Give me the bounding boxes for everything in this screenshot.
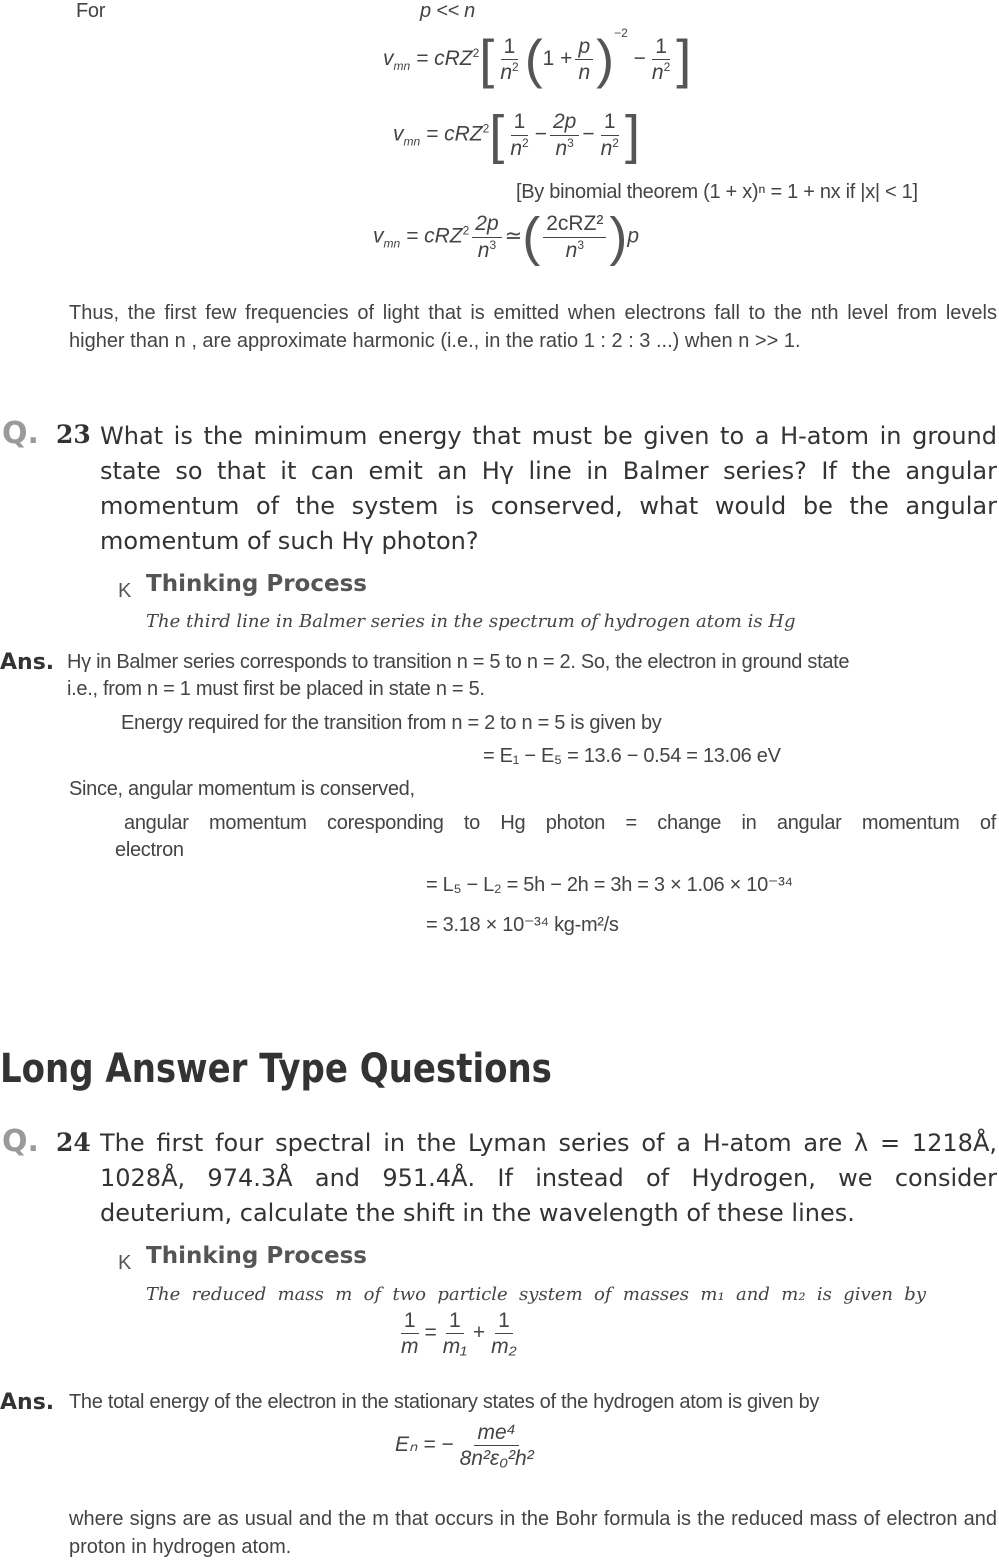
answer-label: Ans. [0, 1390, 55, 1415]
equation-3: $v_{mn} = cRZ^2$ $\frac{2p}{n^3}$ ≃( $\frac{\text{2cRZ²}}{n^3}$ )p [373, 207, 640, 267]
thinking-process-icon: K [118, 580, 132, 602]
paragraph-harmonic: Thus, the first few frequencies of light that is emitted when electrons fall to the nth level from levels higher than n , are approximate harmonic (i.e., in the ratio 1 : 2 : 3 ...) when n >> 1. [69, 302, 997, 352]
answer-equation: = 3.18 × 10⁻³⁴ kg-m²/s [426, 914, 619, 936]
for-label: For [76, 0, 106, 22]
question-number: 23 [56, 420, 91, 449]
answer-label: Ans. [0, 650, 55, 675]
equation-2: $v_{mn} = cRZ^2$[ $\frac{1}{n^2}$ − $\frac{2p}{n^3}$ − $\frac{1}{n^2}$ ] [393, 105, 640, 165]
thinking-process-title: Thinking Process [146, 571, 367, 597]
section-heading: Long Answer Type Questions [0, 1046, 552, 1092]
thinking-process-icon: K [118, 1252, 132, 1274]
question-24-text: The first four spectral in the Lyman series of a H-atom are λ = 1218Å, 1028Å, 974.3Å and 951.4Å. If instead of Hydrogen, we consider deuterium, calculate the shift in the wavelength of these lines. [100, 1129, 997, 1227]
question-number: 24 [56, 1128, 91, 1157]
question-marker: Q. [2, 1124, 39, 1159]
answer-line: i.e., from n = 1 must first be placed in state n = 5. [67, 678, 485, 700]
answer-equation: = L₅ − L₂ = 5h − 2h = 3h = 3 × 1.06 × 10⁻³⁴ [426, 874, 793, 896]
question-23-text: What is the minimum energy that must be given to a H-atom in ground state so that it can emit an Hγ line in Balmer series? If the angular momentum of the system is conserved, what would be the angular momentum of such Hγ photon? [100, 422, 997, 555]
answer-paragraph: where signs are as usual and the m that occurs in the Bohr formula is the reduced mass of electron and proton in hydrogen atom. [69, 1508, 997, 1558]
answer-line: Hγ in Balmer series corresponds to transition n = 5 to n = 2. So, the electron in ground state [67, 651, 850, 673]
thinking-process-text: The third line in Balmer series in the spectrum of hydrogen atom is Hg [146, 611, 796, 632]
question-marker: Q. [2, 416, 39, 451]
equation-1: $v_{mn} = cRZ^2$[ $\frac{1}{n^2}$ (1 + $\frac{p}{n}$ )$^{-2}$ − $\frac{1}{n^2}$ ] [383, 26, 692, 90]
answer-line: angular momentum coresponding to Hg photon = change in angular momentum of [124, 812, 996, 834]
answer-line: Energy required for the transition from n = 2 to n = 5 is given by [121, 712, 662, 734]
energy-equation: Eₙ = − $\frac{\text{me⁴}}{\text{8n²ε₀²h²}}$ [395, 1421, 534, 1471]
answer-equation: = E₁ − E₅ = 13.6 − 0.54 = 13.06 eV [483, 745, 781, 767]
condition: p << n [420, 0, 475, 22]
answer-line: electron [115, 839, 184, 861]
answer-line: The total energy of the electron in the stationary states of the hydrogen atom is given by [69, 1391, 820, 1413]
binomial-note: [By binomial theorem (1 + x)ⁿ = 1 + nx if |x| < 1] [516, 181, 918, 203]
thinking-process-title: Thinking Process [146, 1243, 367, 1269]
reduced-mass-equation: $\frac{1}{m}$ = $\frac{1}{\text{m₁}}$ + $\frac{1}{\text{m₂}}$ [401, 1309, 517, 1359]
answer-line: Since, angular momentum is conserved, [69, 778, 415, 800]
thinking-process-text: The reduced mass m of two particle system of masses m₁ and m₂ is given by [146, 1284, 926, 1305]
